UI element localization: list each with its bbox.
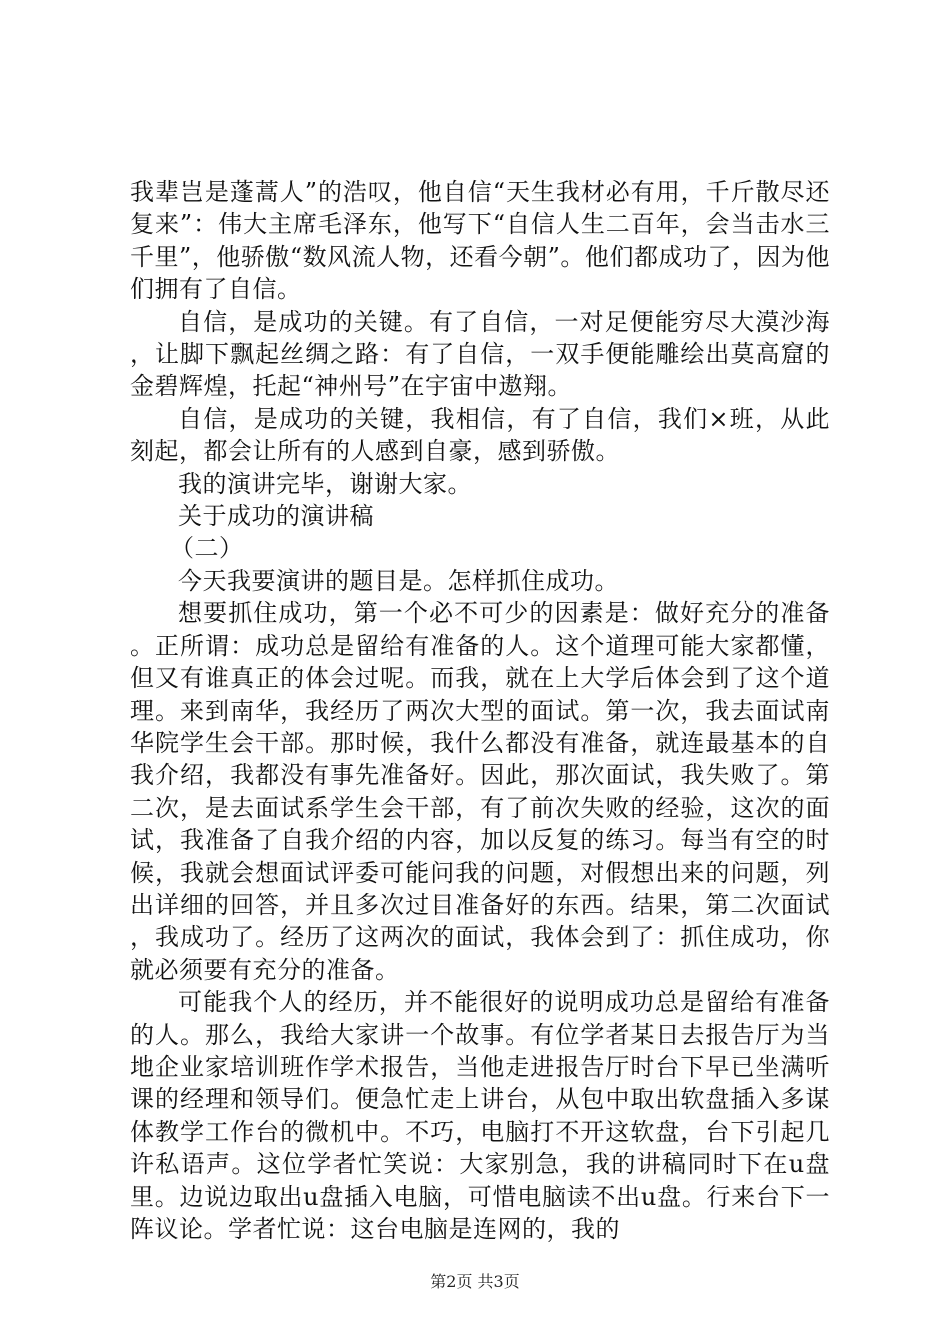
paragraph-story: 可能我个人的经历，并不能很好的说明成功总是留给有准备的人。那么，我给大家讲一个故事。有位学者某日去报告厅为当地企业家培训班作学术报告，当他走进报告厅时台下早已坐满听课的经理和领导们。便急忙走上讲台，从包中取出软盘插入多谋体教学工作台的微机中。不巧，电脑打不开这软盘，台下引起几许私语声。这位学者忙笑说：大家别急，我的讲稿同时下在u盘里。边说边取出u盘插入电脑，可惜电脑读不出u盘。行来台下一阵议论。学者忙说：这台电脑是连网的，我的 [130,988,830,1243]
speech-closing-line: 我的演讲完毕，谢谢大家。 [178,469,472,498]
paragraph-class-pride: 自信，是成功的关键，我相信，有了自信，我们×班，从此刻起，都会让所有的人感到自豪，感到骄傲。 [130,404,830,466]
speech-topic-line: 今天我要演讲的题目是。怎样抓住成功。 [178,566,619,595]
paragraph-confidence-key: 自信，是成功的关键。有了自信，一对足便能穷尽大漠沙海，让脚下飘起丝绸之路：有了自信，一双手便能雕绘出莫高窟的金碧辉煌，托起“神州号”在宇宙中遨翔。 [130,307,830,401]
body-text [130,176,830,1245]
paragraph-continued: 我辈岂是蓬蒿人”的浩叹，他自信“天生我材必有用，千斤散尽还复来”：伟大主席毛泽东，他写下“自信人生二百年，会当击水三千里”，他骄傲“数风流人物，还看今朝”。他们都成功了，因为他们拥有了自信。 [130,178,830,304]
section-number: （二） [170,534,244,563]
section-title: 关于成功的演讲稿 [178,502,374,531]
paragraph-preparation: 想要抓住成功，第一个必不可少的因素是：做好充分的准备。正所谓：成功总是留给有准备的人。这个道理可能大家都懂，但又有谁真正的体会过呢。而我，就在上大学后体会到了这个道理。来到南华，我经历了两次大型的面试。第一次，我去面试南华院学生会干部。那时候，我什么都没有准备，就连最基本的自我介绍，我都没有事先准备好。因此，那次面试，我失败了。第二次，是去面试系学生会干部，有了前次失败的经验，这次的面试，我准备了自我介绍的内容，加以反复的练习。每当有空的时候，我就会想面试评委可能问我的问题，对假想出来的问题，列出详细的回答，并且多次过目准备好的东西。结果，第二次面试，我成功了。经历了这两次的面试，我体会到了：抓住成功，你就必须要有充分的准备。 [130,599,830,984]
page-footer: 第2页 共3页 [430,1272,520,1291]
